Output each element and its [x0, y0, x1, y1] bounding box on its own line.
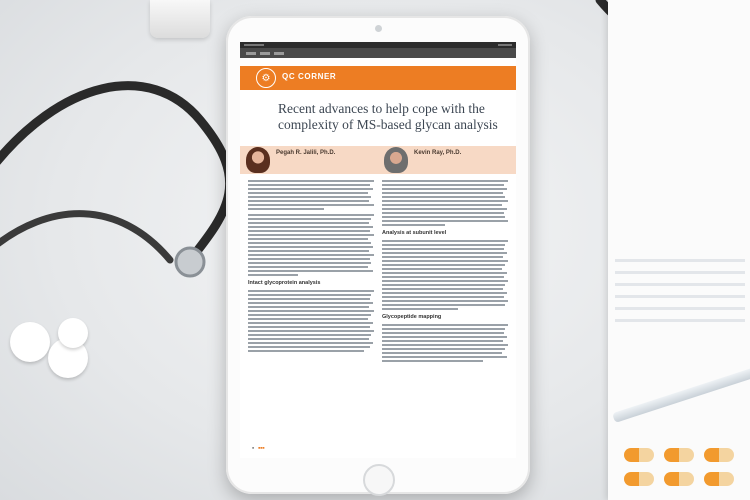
author-name: Kevin Ray, Ph.D.: [414, 150, 462, 156]
author-card: [240, 146, 378, 174]
paragraph: [382, 180, 508, 226]
pill: [58, 318, 88, 348]
paragraph: [248, 180, 374, 210]
paragraph: [382, 324, 508, 362]
article-body: [240, 174, 516, 432]
column-right: [382, 180, 508, 432]
publication-logo: ■■■: [258, 446, 265, 450]
pill: [10, 322, 50, 362]
paragraph: [248, 290, 374, 352]
page-footer: [252, 446, 264, 450]
column-left: [248, 180, 374, 432]
avatar: [384, 147, 408, 173]
subheading: Intact glycoprotein analysis: [248, 280, 321, 286]
subheading: Glycopeptide mapping: [382, 314, 442, 320]
author-name: Pegah R. Jalili, Ph.D.: [276, 150, 336, 156]
article-headline: Recent advances to help cope with the complexity of MS-based glycan analysis: [278, 101, 498, 132]
clipboard-chart-lines: [615, 250, 745, 331]
author-band: [240, 146, 516, 174]
paragraph: [382, 240, 508, 310]
pill-bottle-cap: [150, 0, 210, 38]
section-label: QC CORNER: [282, 72, 337, 81]
capsule-blister-pack: [620, 440, 750, 500]
qc-corner-icon: ⚙: [256, 68, 276, 88]
home-button-icon[interactable]: [363, 464, 395, 496]
reader-toolbar[interactable]: [240, 48, 516, 58]
tablet-device: [226, 16, 530, 494]
subheading: Analysis at subunit level: [382, 230, 447, 236]
front-camera-icon: [375, 25, 382, 32]
section-banner: [240, 66, 516, 90]
paragraph: [248, 214, 374, 276]
avatar: [246, 147, 270, 173]
author-card: [378, 146, 516, 174]
page-number-mark: ■: [252, 446, 255, 450]
tablet-screen[interactable]: [240, 42, 516, 458]
